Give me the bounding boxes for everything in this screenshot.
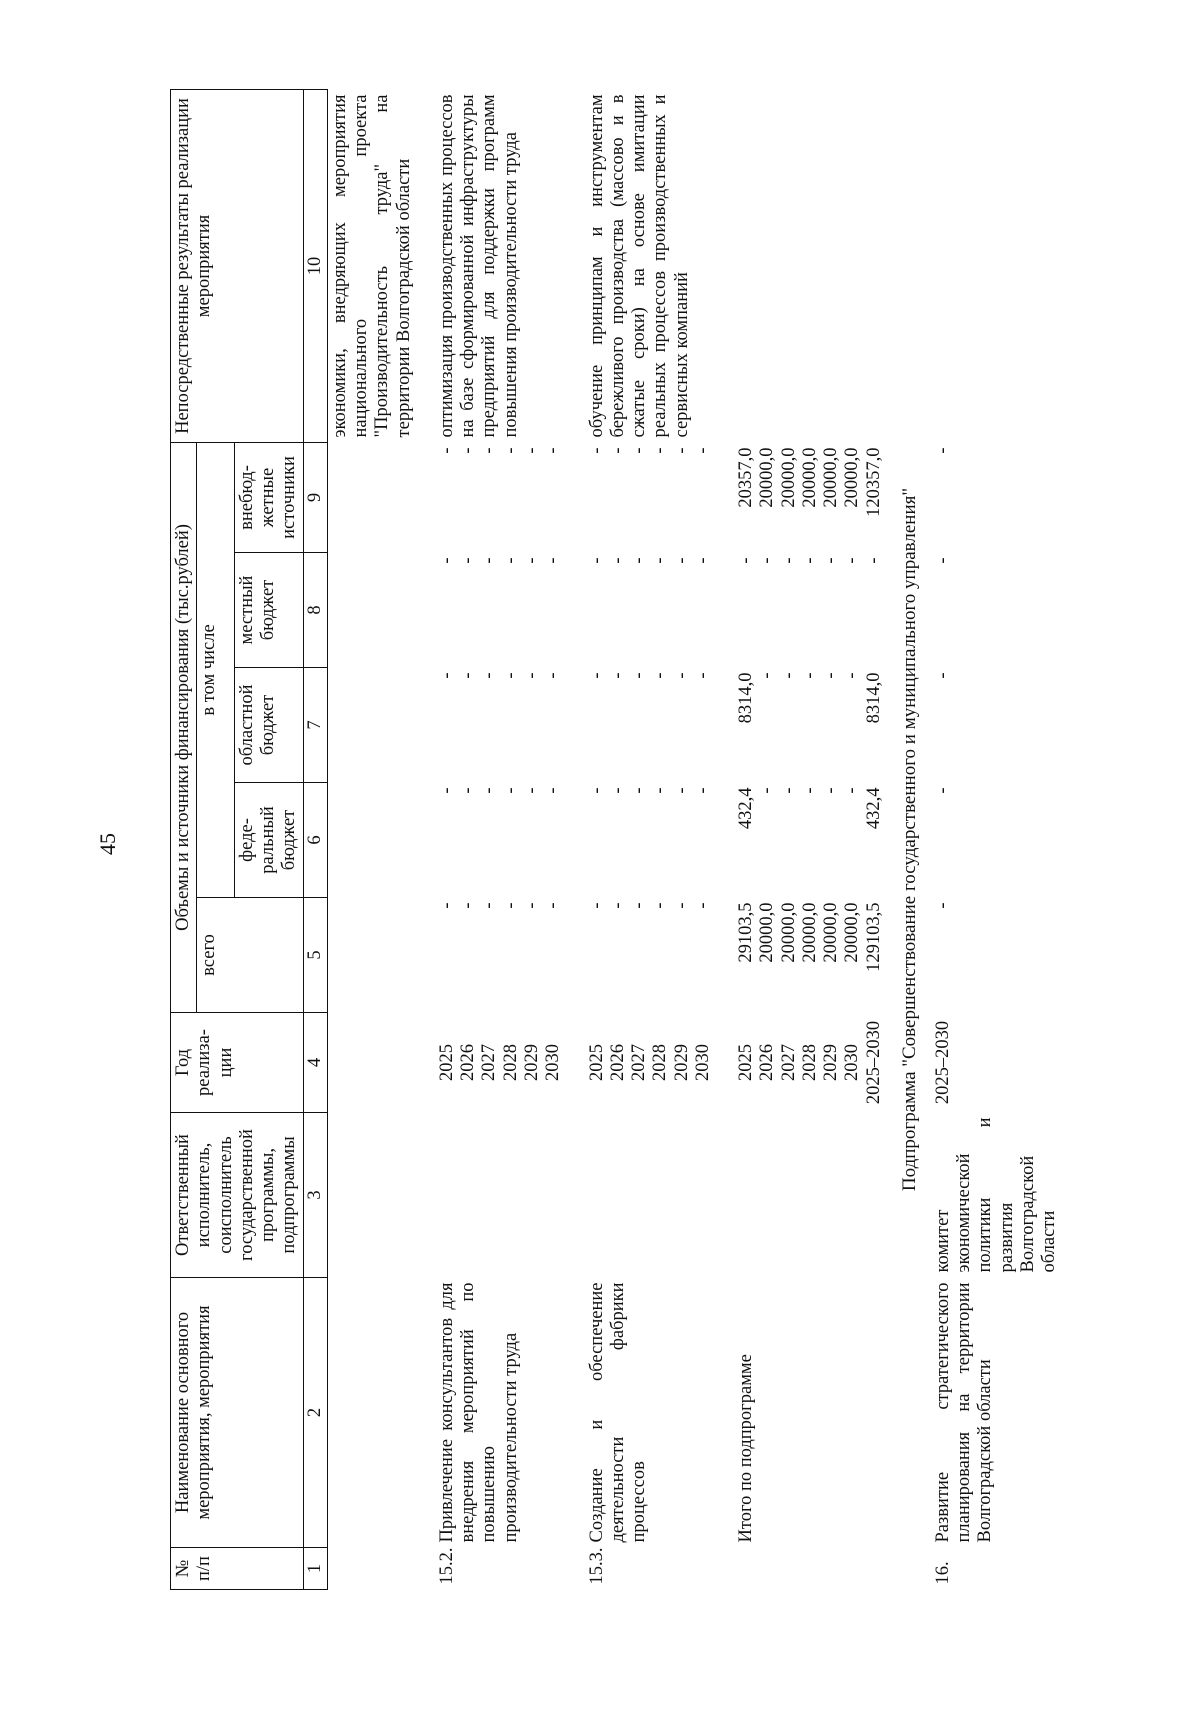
table-row <box>327 89 417 1589</box>
row-name: Развитие стратегического планирования на территории Волгоградской области <box>932 1282 996 1543</box>
row-total: - <box>932 902 953 909</box>
row-result: оптимизация производственных процессов на базе сформированной инфраструктуры предприятий для поддержки программ повышения производительности труда <box>436 94 521 438</box>
total-local: - - - - - - - <box>736 557 884 564</box>
row-extrabudget: - - - - - - <box>586 447 713 454</box>
page-number: 45 <box>95 833 120 855</box>
row-federal: - <box>932 787 953 794</box>
row-years: 2025 2026 2027 2028 2029 2030 <box>436 1044 564 1081</box>
col-number: 10 <box>303 89 327 442</box>
header-total: всего <box>197 898 303 1013</box>
total-row <box>734 89 887 1589</box>
rotated-page <box>170 90 1060 1590</box>
col-number: 5 <box>303 898 327 1013</box>
row-result <box>931 89 1063 442</box>
header-regional: областной бюджет <box>234 668 303 783</box>
col-number: 6 <box>303 783 327 898</box>
row-local: - - - - - - <box>436 557 564 564</box>
total-label: Итого по подпрограмме <box>736 1354 757 1543</box>
row-federal: - - - - - - <box>436 787 564 794</box>
row-total: - - - - - - <box>586 902 713 909</box>
continuation-result: экономики, внедряющих мероприятия национального проекта "Производительность труда" на территории Волгоградской области <box>329 94 414 438</box>
row-years: 2025–2030 <box>932 1020 953 1105</box>
row-regional: - <box>932 672 953 679</box>
row-regional: - - - - - - <box>586 672 713 679</box>
row-executor <box>585 1113 717 1278</box>
col-number: 1 <box>303 1548 327 1590</box>
header-results: Непосредственные результаты реализации мероприятия <box>171 89 304 442</box>
row-extrabudget: - - - - - - <box>436 447 564 454</box>
col-number: 3 <box>303 1113 327 1278</box>
total-extrabudget: 20357,0 20000,0 20000,0 20000,0 20000,0 20000,0 120357,0 <box>736 447 884 517</box>
row-result: обучение принципам и инструментам бережливого производства (массово и в сжатые сроки) на основе имитации реальных процессов производственных и сервисных компаний <box>586 94 692 438</box>
header-federal: феде-ральный бюджет <box>234 783 303 898</box>
row-name: Привлечение консультантов для внедрения мероприятий по повышению производительности труда <box>436 1282 521 1543</box>
col-number: 2 <box>303 1278 327 1548</box>
table-row <box>931 89 1063 1589</box>
header-year: Год реализа-ции <box>171 1013 304 1113</box>
header-including: в том числе <box>197 442 235 897</box>
subprogram-title: Подпрограмма "Совершенствование государственного и муниципального управления" <box>898 487 920 1192</box>
financing-table <box>170 89 1062 1590</box>
header-financing: Объемы и источники финансирования (тыс.рублей) <box>171 442 197 1012</box>
header-num: № п/п <box>171 1548 304 1590</box>
header-name: Наименование основного мероприятия, мероприятия <box>171 1278 304 1548</box>
header-local: местный бюджет <box>234 553 303 668</box>
col-number: 4 <box>303 1013 327 1113</box>
table-row <box>435 89 567 1589</box>
row-number: 16. <box>932 1561 953 1585</box>
row-extrabudget: - <box>932 447 953 454</box>
row-executor <box>435 1113 567 1278</box>
row-number: 15.3. <box>586 1547 607 1585</box>
row-federal: - - - - - - <box>586 787 713 794</box>
column-number-row <box>303 89 327 1589</box>
row-years: 2025 2026 2027 2028 2029 2030 <box>586 1044 713 1081</box>
col-number: 9 <box>303 442 327 552</box>
table-row <box>585 89 717 1589</box>
header-exec: Ответственный исполнитель, соисполнитель государственной программы, подпрограммы <box>171 1113 304 1278</box>
total-regional: 8314,0 - - - - - 8314,0 <box>736 672 884 724</box>
total-federal: 432,4 - - - - - 432,4 <box>736 787 884 830</box>
row-total: - - - - - - <box>436 902 564 909</box>
row-local: - - - - - - <box>586 557 713 564</box>
row-local: - <box>932 557 953 564</box>
col-number: 8 <box>303 553 327 668</box>
row-name: Создание и обеспечение деятельности фабрики процессов <box>586 1282 650 1543</box>
col-number: 7 <box>303 668 327 783</box>
header-extrabudget: внебюд-жетные источники <box>234 442 303 552</box>
row-regional: - - - - - - <box>436 672 564 679</box>
row-executor: комитет экономической политики и развития Волгоградской области <box>932 1117 1060 1273</box>
row-number: 15.2. <box>436 1547 457 1585</box>
total-years: 2025 2026 2027 2028 2029 2030 2025–2030 <box>736 1020 884 1105</box>
total-total: 29103,5 20000,0 20000,0 20000,0 20000,0 20000,0 129103,5 <box>736 902 884 972</box>
